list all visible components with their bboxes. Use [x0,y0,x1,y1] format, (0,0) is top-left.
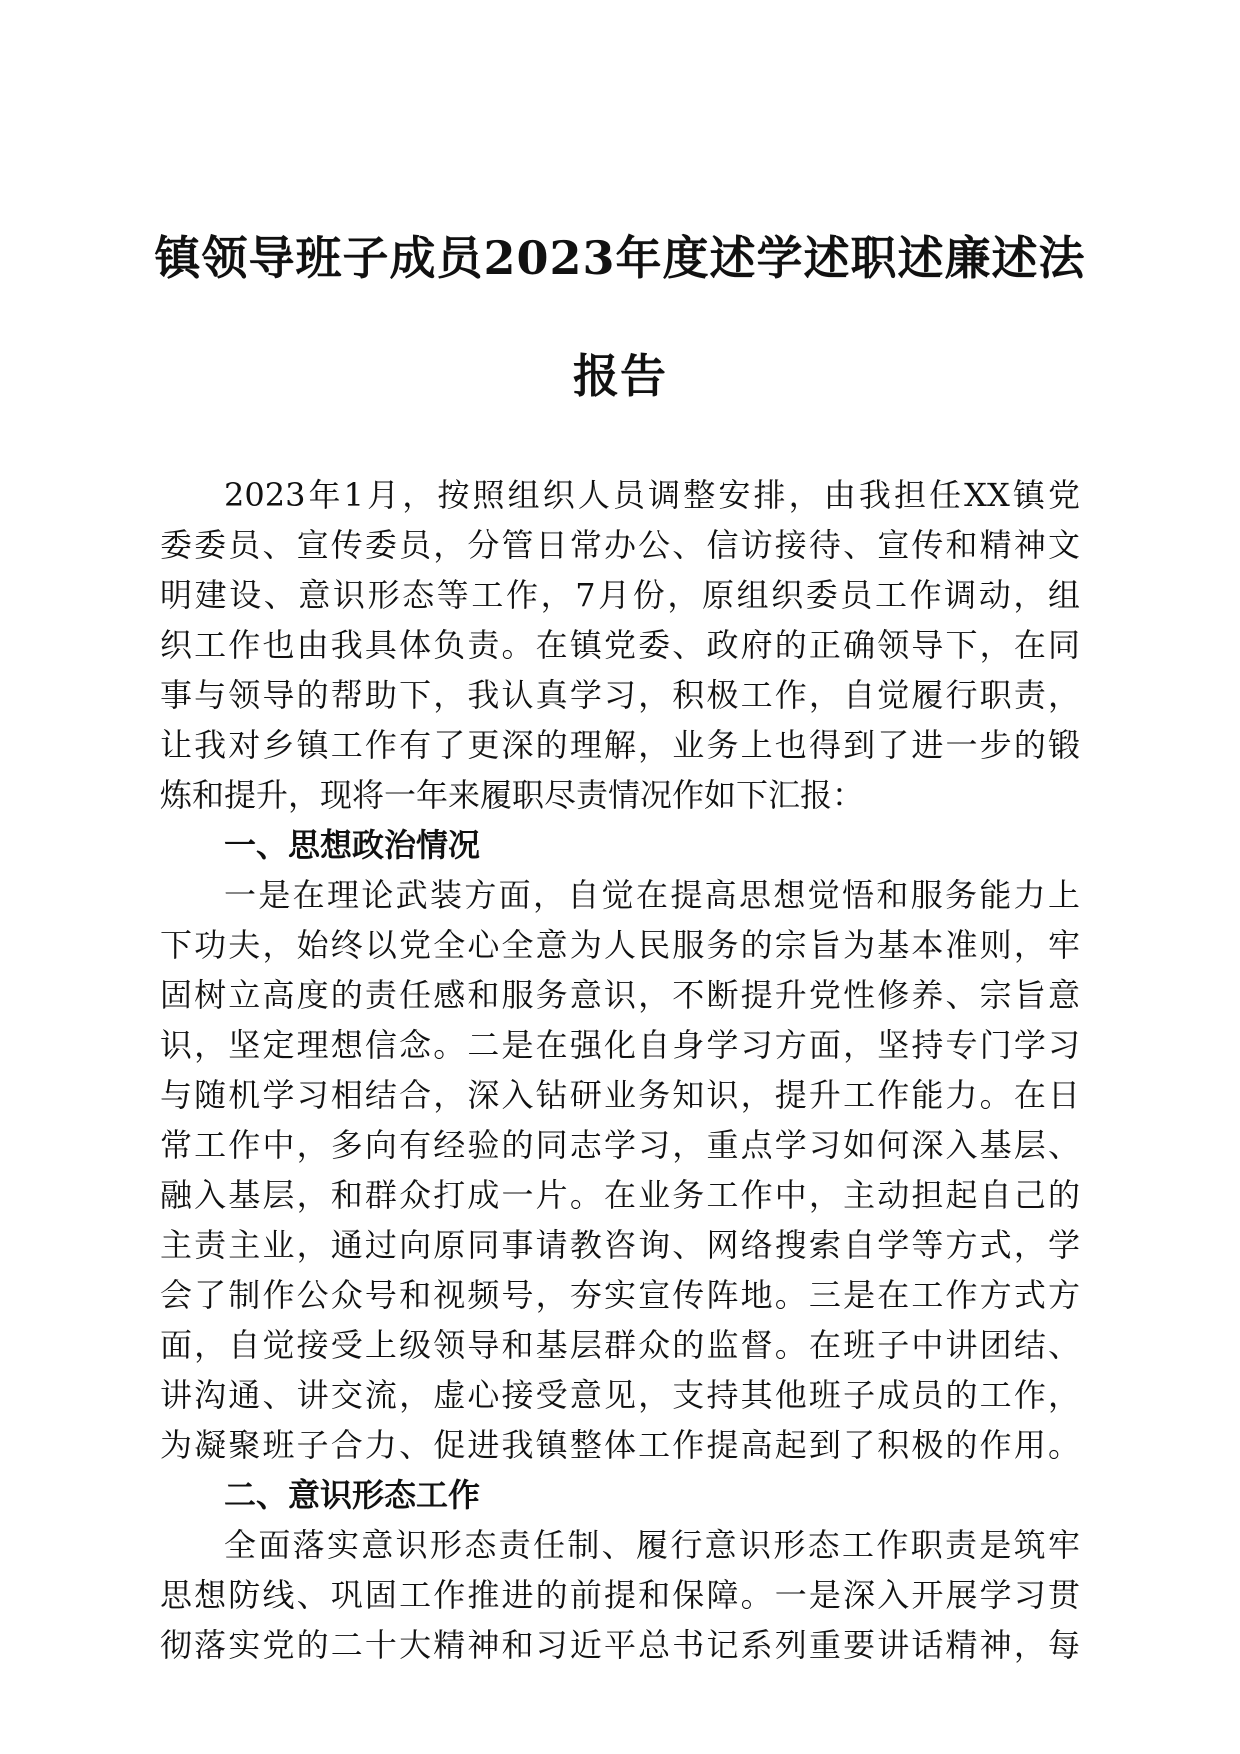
paragraph-line: 识，坚定理想信念。二是在强化自身学习方面，坚持专门学习 [160,1026,1080,1064]
paragraph-line: 主责主业，通过向原同事请教咨询、网络搜索自学等方式，学 [160,1226,1080,1264]
paragraph-line: 与随机学习相结合，深入钻研业务知识，提升工作能力。在日 [160,1076,1080,1114]
paragraph-line: 2023年1月，按照组织人员调整安排，由我担任XX镇党 [224,476,1080,514]
paragraph-line: 讲沟通、讲交流，虚心接受意见，支持其他班子成员的工作， [160,1376,1080,1414]
paragraph-line: 明建设、意识形态等工作，7月份，原组织委员工作调动，组 [160,576,1080,614]
paragraph-line: 常工作中，多向有经验的同志学习，重点学习如何深入基层、 [160,1126,1080,1164]
paragraph-line: 会了制作公众号和视频号，夯实宣传阵地。三是在工作方式方 [160,1276,1080,1314]
paragraph-line: 思想防线、巩固工作推进的前提和保障。一是深入开展学习贯 [160,1576,1080,1614]
paragraph-line: 事与领导的帮助下，我认真学习，积极工作，自觉履行职责， [160,676,1080,714]
paragraph-line: 下功夫，始终以党全心全意为人民服务的宗旨为基本准则，牢 [160,926,1080,964]
document-title-line-2: 报告 [573,349,667,403]
section-heading: 二、意识形态工作 [224,1476,481,1514]
document-body [160,470,1080,1670]
paragraph-line: 全面落实意识形态责任制、履行意识形态工作职责是筑牢 [224,1526,1080,1564]
paragraph-line: 为凝聚班子合力、促进我镇整体工作提高起到了积极的作用。 [160,1426,1080,1464]
paragraph-line: 让我对乡镇工作有了更深的理解，业务上也得到了进一步的锻 [160,726,1080,764]
paragraph-line: 一是在理论武装方面，自觉在提高思想觉悟和服务能力上 [224,876,1080,914]
paragraph-line: 融入基层，和群众打成一片。在业务工作中，主动担起自己的 [160,1176,1080,1214]
paragraph-line: 彻落实党的二十大精神和习近平总书记系列重要讲话精神，每 [160,1626,1080,1664]
paragraph-line: 委委员、宣传委员，分管日常办公、信访接待、宣传和精神文 [160,526,1080,564]
document-title-line-1: 镇领导班子成员2023年度述学述职述廉述法 [154,231,1086,285]
paragraph-line: 固树立高度的责任感和服务意识，不断提升党性修养、宗旨意 [160,976,1080,1014]
paragraph-line: 面，自觉接受上级领导和基层群众的监督。在班子中讲团结、 [160,1326,1080,1364]
paragraph-line: 炼和提升，现将一年来履职尽责情况作如下汇报： [160,776,865,814]
section-heading: 一、思想政治情况 [224,826,481,864]
paragraph-line: 织工作也由我具体负责。在镇党委、政府的正确领导下，在同 [160,626,1080,664]
